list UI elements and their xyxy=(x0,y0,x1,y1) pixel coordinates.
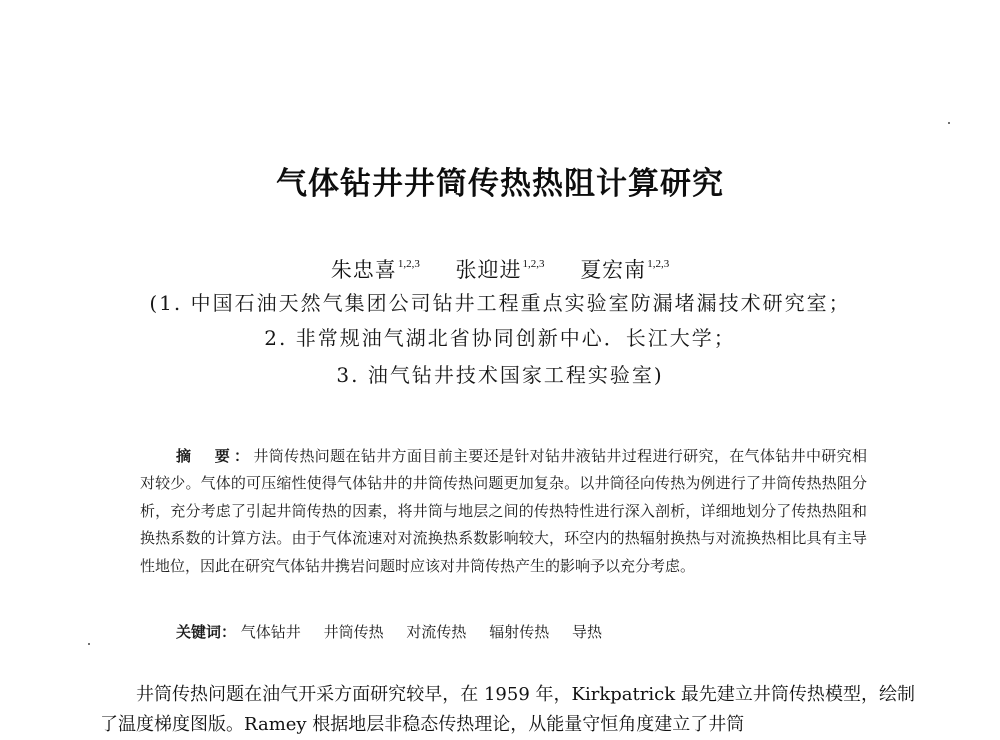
abstract-label: 摘 要： xyxy=(176,447,254,465)
author xyxy=(331,254,420,284)
scan-speck xyxy=(88,643,90,645)
keywords-label: 关键词： xyxy=(176,623,237,641)
author-affil-marker: 1,2,3 xyxy=(647,258,670,270)
author-affil-marker: 1,2,3 xyxy=(397,258,420,270)
author-affil-marker: 1,2,3 xyxy=(522,258,545,270)
author xyxy=(456,254,545,284)
author-name: 张迎进 xyxy=(455,258,522,282)
affiliation-line: 3. 油气钻井技术国家工程实验室) xyxy=(336,363,664,387)
paper-title: 气体钻井井筒传热热阻计算研究 xyxy=(276,166,724,202)
body-paragraph: 井筒传热问题在油气开采方面研究较早，在 1959 年，Kirkpatrick 最先建立井筒传热模型，绘制了温度梯度图版。Ramey 根据地层非稳态传热理论，从能量守恒角度建立了井筒 xyxy=(100,684,915,735)
keyword: 导热 xyxy=(571,623,602,641)
author-list xyxy=(0,254,1000,284)
abstract-text: 井筒传热问题在钻井方面目前主要还是针对钻井液钻井过程进行研究，在气体钻井中研究相对较少。气体的可压缩性使得气体钻井的井筒传热问题更加复杂。以井筒径向传热为例进行了井筒传热热阻分析，充分考虑了引起井筒传热的因素，将井筒与地层之间的传热特性进行深入剖析，详细地划分了传热热阻和换热系数的计算方法。由于气体流速对对流换热系数影响较大，环空内的热辐射换热与对流换热相比具有主导性地位，因此在研究气体钻井携岩问题时应该对井筒传热产生的影响予以充分考虑。 xyxy=(140,447,867,575)
keyword: 气体钻井 xyxy=(240,623,301,641)
keywords xyxy=(176,621,620,642)
keyword: 对流传热 xyxy=(406,623,467,641)
author-name: 朱忠喜 xyxy=(330,258,397,282)
author-name: 夏宏南 xyxy=(580,258,647,282)
abstract xyxy=(140,443,867,580)
author xyxy=(580,254,669,284)
affiliation-line: 2. 非常规油气湖北省协同创新中心．长江大学； xyxy=(264,326,736,350)
keyword: 井筒传热 xyxy=(323,623,384,641)
affiliation-line: (1. 中国石油天然气集团公司钻井工程重点实验室防漏堵漏技术研究室； xyxy=(149,291,851,315)
keyword: 辐射传热 xyxy=(489,623,550,641)
scan-speck xyxy=(948,122,950,124)
